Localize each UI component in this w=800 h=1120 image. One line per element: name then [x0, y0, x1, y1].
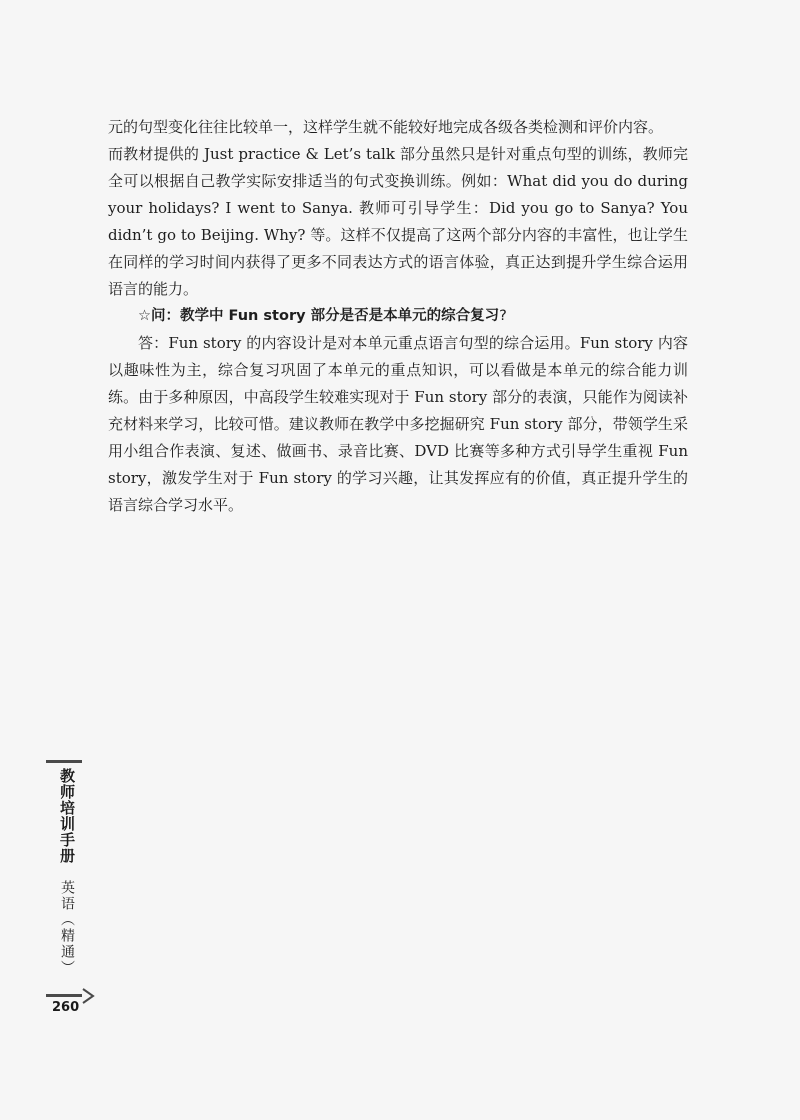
question-text: ☆问：教学中 Fun story 部分是否是本单元的综合复习 — [138, 308, 500, 324]
sidebar-book-title: 教师培训手册 — [58, 768, 76, 864]
chevron-right-icon — [80, 987, 96, 1005]
question-heading — [108, 303, 688, 330]
page-body — [108, 114, 688, 519]
paragraph-practice: 而教材提供的 Just practice & Let’s talk 部分虽然只是针对重点句型的训练，教师完全可以根据自己教学实际安排适当的句式变换训练。例如：What did you do during your holidays? I went to Sanya. 教师可引导学生：Did you go to Sanya? You didn’t go to Beijing. Why? 等。这样不仅提高了这两个部分内容的丰富性，也让学生在同样的学习时间内获得了更多不同表达方式的语言体验，真正达到提升学生综合运用语言的能力。 — [108, 145, 688, 298]
question-mark: ? — [499, 308, 507, 324]
sidebar-rule-bottom — [46, 994, 82, 997]
page-number: 260 — [52, 1000, 80, 1015]
sidebar-book-subtitle: 英语（精通） — [59, 880, 75, 976]
paragraph-continuation: 元的句型变化往往比较单一，这样学生就不能较好地完成各级各类检测和评价内容。 — [108, 118, 664, 136]
answer-paragraph: 答：Fun story 的内容设计是对本单元重点语言句型的综合运用。Fun story 内容以趣味性为主，综合复习巩固了本单元的重点知识，可以看做是本单元的综合能力训练。由于多种原因，中高段学生较难实现对于 Fun story 部分的表演，只能作为阅读补充材料来学习，比较可惜。建议教师在教学中多挖掘研究 Fun story 部分，带领学生采用小组合作表演、复述、做画书、录音比赛、DVD 比赛等多种方式引导学生重视 Fun story，激发学生对于 Fun story 的学习兴趣，让其发挥应有的价值，真正提升学生的语言综合学习水平。 — [108, 334, 688, 514]
sidebar-rule-top — [46, 760, 82, 763]
